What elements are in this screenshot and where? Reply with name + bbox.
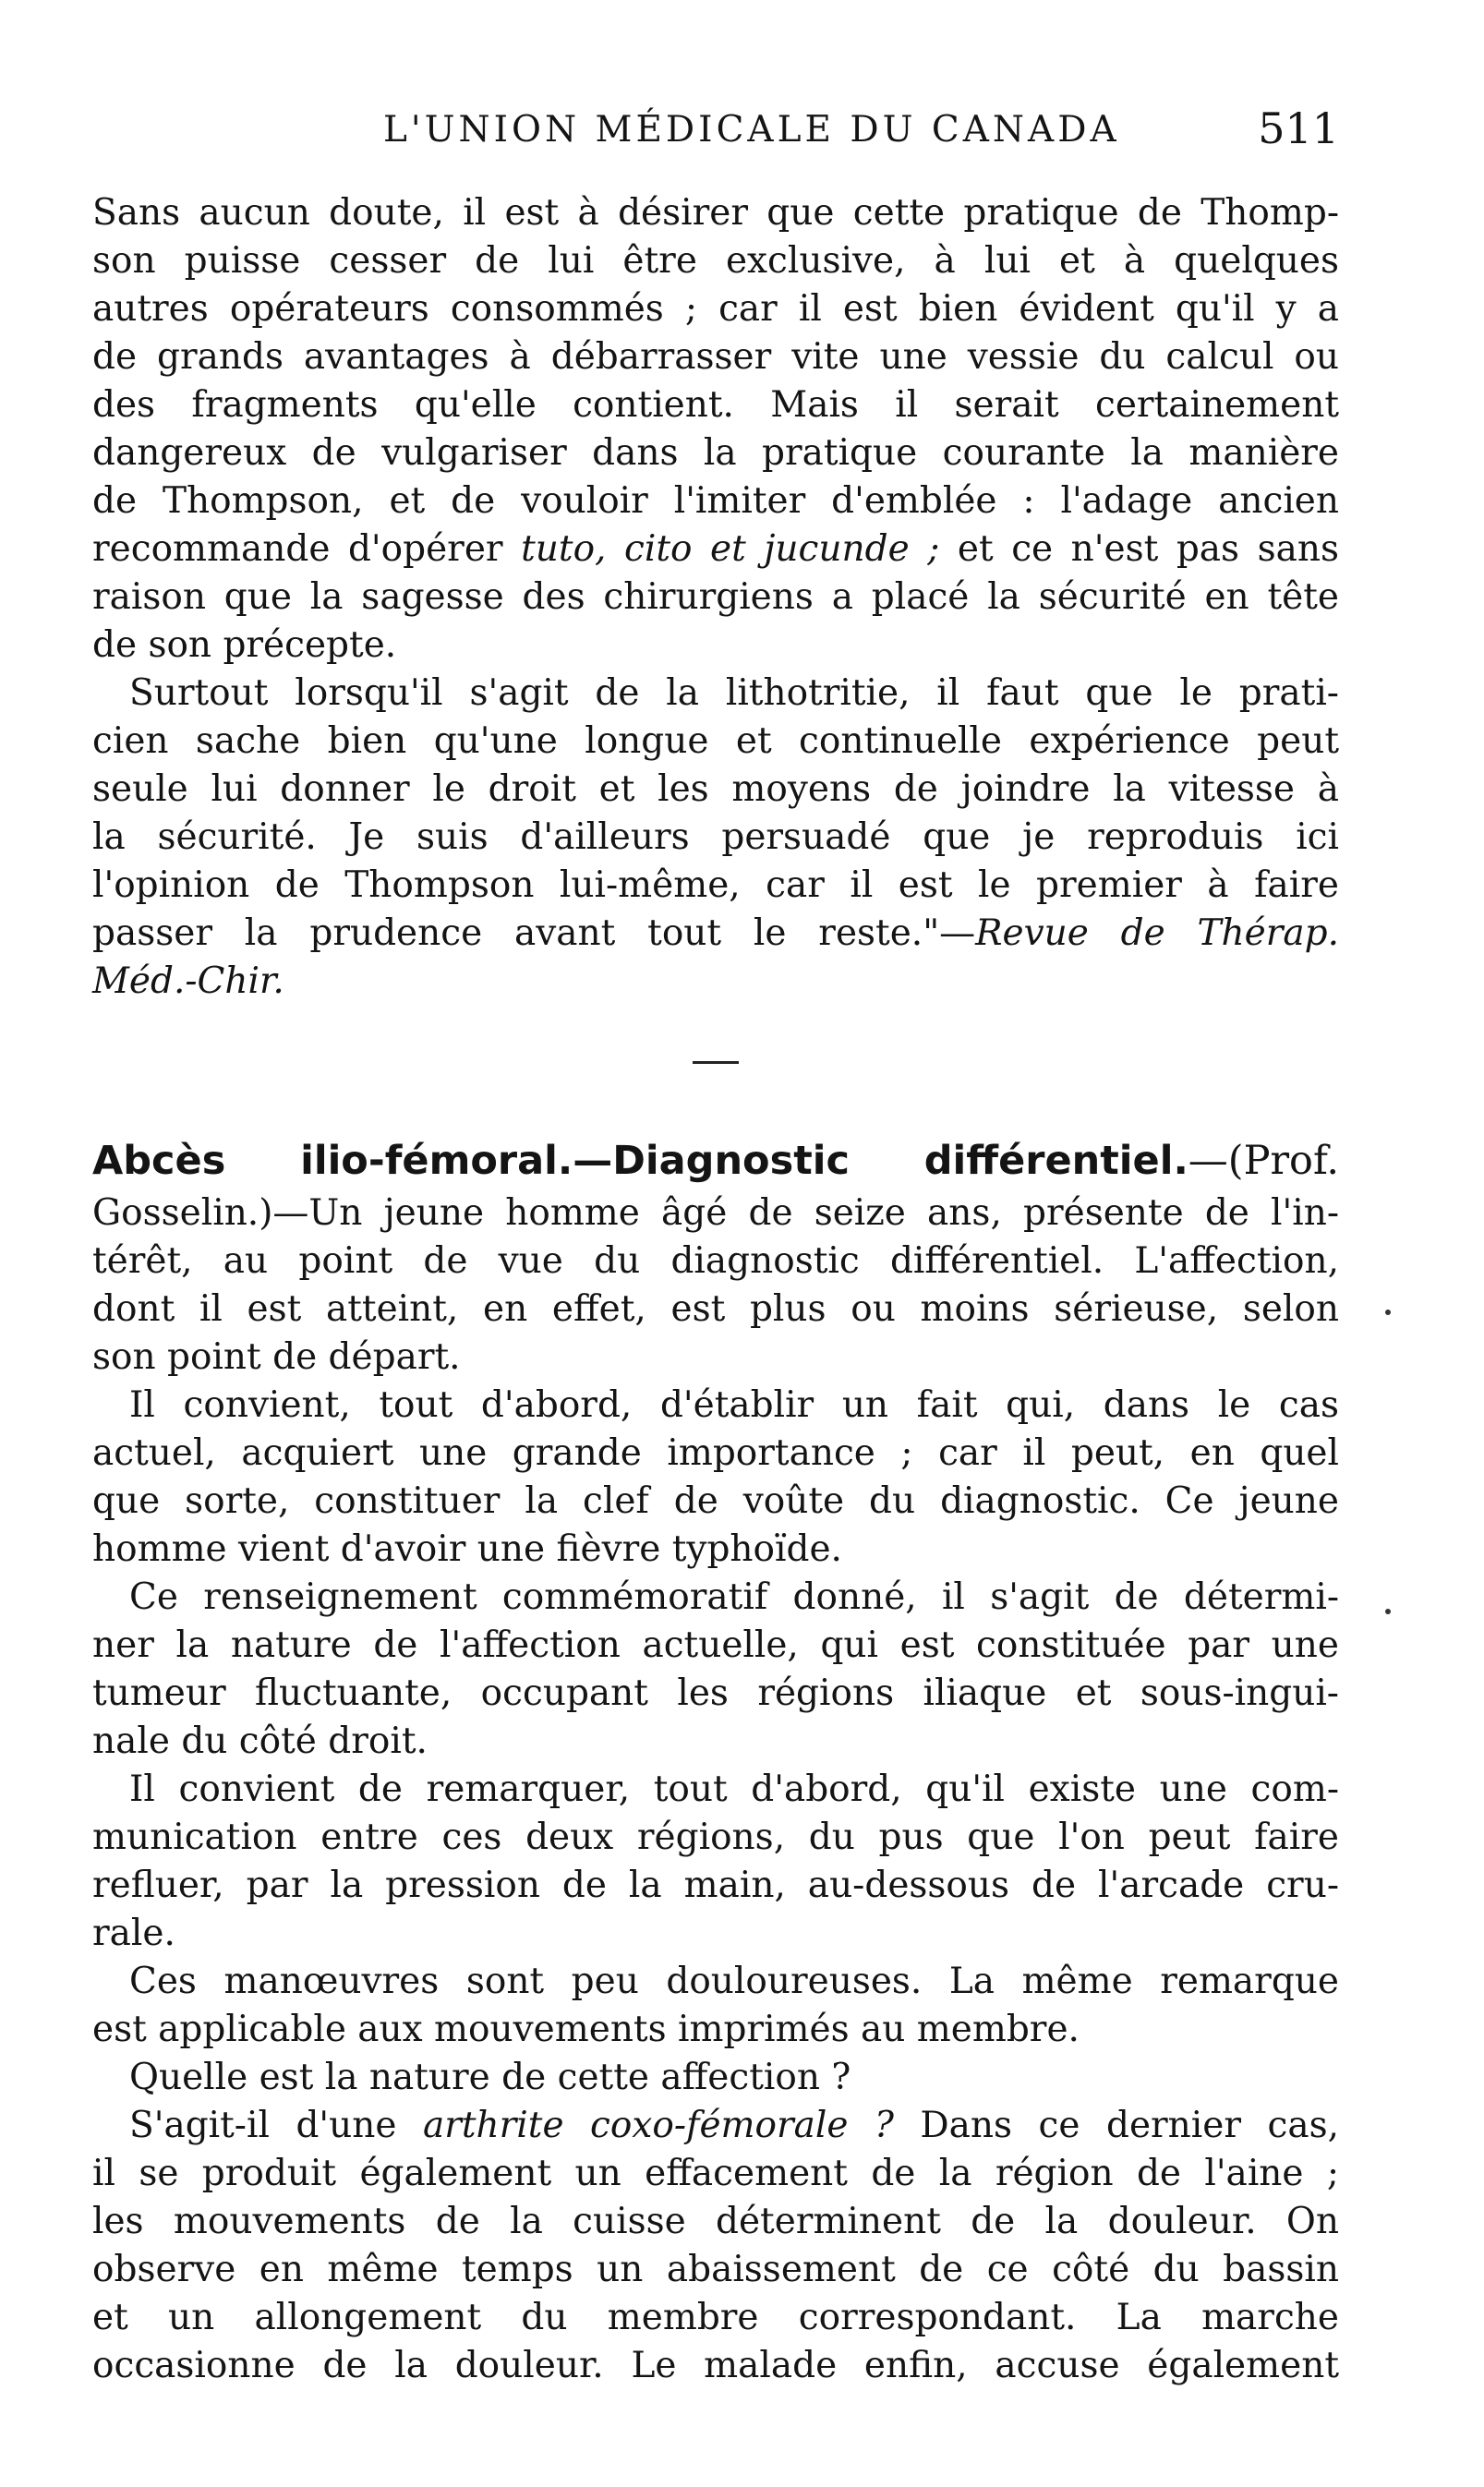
diagnosis-term: arthrite coxo-fémorale ? (422, 2105, 894, 2146)
paragraph-communication (92, 1766, 1339, 1958)
text-line: Surtout lorsqu'il s'agit de la lithotritie, il faut que le prati- (129, 672, 1339, 714)
text-line-mixed (92, 958, 1339, 1006)
text-line: munication entre ces deux régions, du pus que l'on peut faire (92, 1817, 1339, 1858)
text-line-mixed: recommande d'opérer tuto, cito et jucunde ; et ce n'est pas sans (92, 528, 1339, 570)
text-line-mixed: passer la prudence avant tout le reste."—Revue de Thérap. (92, 912, 1339, 954)
text-line: nale du côté droit. (92, 1720, 428, 1762)
text-line: les mouvements de la cuisse déterminent de la douleur. On (92, 2201, 1339, 2242)
text-column (92, 189, 1339, 2390)
text-line: que sorte, constituer la clef de voûte du diagnostic. Ce jeune (92, 1480, 1339, 1522)
text-line: Il convient de remarquer, tout d'abord, qu'il existe une com- (129, 1769, 1339, 1810)
paragraph-typhoid (92, 1382, 1339, 1574)
text-line: seule lui donner le droit et les moyens de joindre la vitesse à (92, 768, 1339, 810)
latin-adage: tuto, cito et jucunde ; (521, 528, 940, 570)
text-line: térêt, au point de vue du diagnostic différentiel. L'affection, (92, 1240, 1339, 1282)
text-line: son point de départ. (92, 1336, 461, 1378)
paragraph-arthrite (92, 2102, 1339, 2390)
text-line: de Thompson, et de vouloir l'imiter d'emblée : l'adage ancien (92, 480, 1339, 522)
page-number: 511 (1258, 103, 1339, 153)
margin-speck (1385, 1310, 1391, 1315)
text-line: Ce renseignement commémoratif donné, il s'agit de détermi- (129, 1576, 1339, 1618)
paragraph-lithotritie (92, 670, 1339, 1006)
text-line: occasionne de la douleur. Le malade enfin, accuse également (92, 2345, 1339, 2386)
text-line: tumeur fluctuante, occupant les régions iliaque et sous-ingui- (92, 1672, 1339, 1714)
text-line: est applicable aux mouvements imprimés au membre. (92, 2009, 1080, 2050)
text-line: actuel, acquiert une grande importance ; car il peut, en quel (92, 1432, 1339, 1474)
text-line: la sécurité. Je suis d'ailleurs persuadé que je reproduis ici (92, 816, 1339, 858)
text-line: de son précepte. (92, 624, 397, 666)
margin-speck (1385, 1609, 1391, 1614)
section-title: Abcès ilio-fémoral.—Diagnostic différentiel. (92, 1138, 1188, 1184)
source-citation: Méd.-Chir. (92, 960, 284, 1002)
paragraph-question (92, 2054, 1339, 2102)
text-line: Sans aucun doute, il est à désirer que cette pratique de Thomp- (92, 192, 1339, 234)
text-line: et un allongement du membre correspondant. La marche (92, 2297, 1339, 2338)
running-head (92, 103, 1339, 164)
text-line: dangereux de vulgariser dans la pratique courante la manière (92, 432, 1339, 474)
text-line: des fragments qu'elle contient. Mais il serait certainement (92, 384, 1339, 426)
text-line-mixed: S'agit-il d'une arthrite coxo-fémorale ? Dans ce dernier cas, (129, 2105, 1339, 2146)
text-line: refluer, par la pression de la main, au-dessous de l'arcade cru- (92, 1865, 1339, 1906)
paragraph-manoeuvres (92, 1958, 1339, 2054)
running-title: L'UNION MÉDICALE DU CANADA (383, 109, 1120, 151)
section-heading (92, 1134, 1339, 1189)
text-line: ner la nature de l'affection actuelle, qui est constituée par une (92, 1624, 1339, 1666)
text-line: Quelle est la nature de cette affection ? (129, 2057, 851, 2098)
text-line: observe en même temps un abaissement de ce côté du bassin (92, 2249, 1339, 2290)
text-line: cien sache bien qu'une longue et continuelle expérience peut (92, 720, 1339, 762)
source-citation: Revue de Thérap. (975, 912, 1339, 954)
text-line: dont il est atteint, en effet, est plus ou moins sérieuse, selon (92, 1288, 1339, 1330)
author-prefix: —(Prof. (1188, 1138, 1339, 1184)
text-line: l'opinion de Thompson lui-même, car il est le premier à faire (92, 864, 1339, 906)
text-line: rale. (92, 1913, 175, 1954)
paragraph-thompson-practice (92, 189, 1339, 670)
text-line: autres opérateurs consommés ; car il est bien évident qu'il y a (92, 288, 1339, 330)
paragraph-intro (92, 1237, 1339, 1382)
text-line: de grands avantages à débarrasser vite une vessie du calcul ou (92, 336, 1339, 378)
text-line: Gosselin.)—Un jeune homme âgé de seize ans, présente de l'in- (92, 1192, 1339, 1234)
section-divider (693, 1061, 739, 1064)
text-line: Il convient, tout d'abord, d'établir un fait qui, dans le cas (129, 1384, 1339, 1426)
text-line: il se produit également un effacement de la région de l'aine ; (92, 2153, 1339, 2194)
text-line: raison que la sagesse des chirurgiens a placé la sécurité en tête (92, 576, 1339, 618)
paragraph-tumeur (92, 1574, 1339, 1766)
text-line: homme vient d'avoir une fièvre typhoïde. (92, 1528, 842, 1570)
text-line: Ces manœuvres sont peu douloureuses. La même remarque (129, 1961, 1339, 2002)
text-line: son puisse cesser de lui être exclusive, à lui et à quelques (92, 240, 1339, 282)
